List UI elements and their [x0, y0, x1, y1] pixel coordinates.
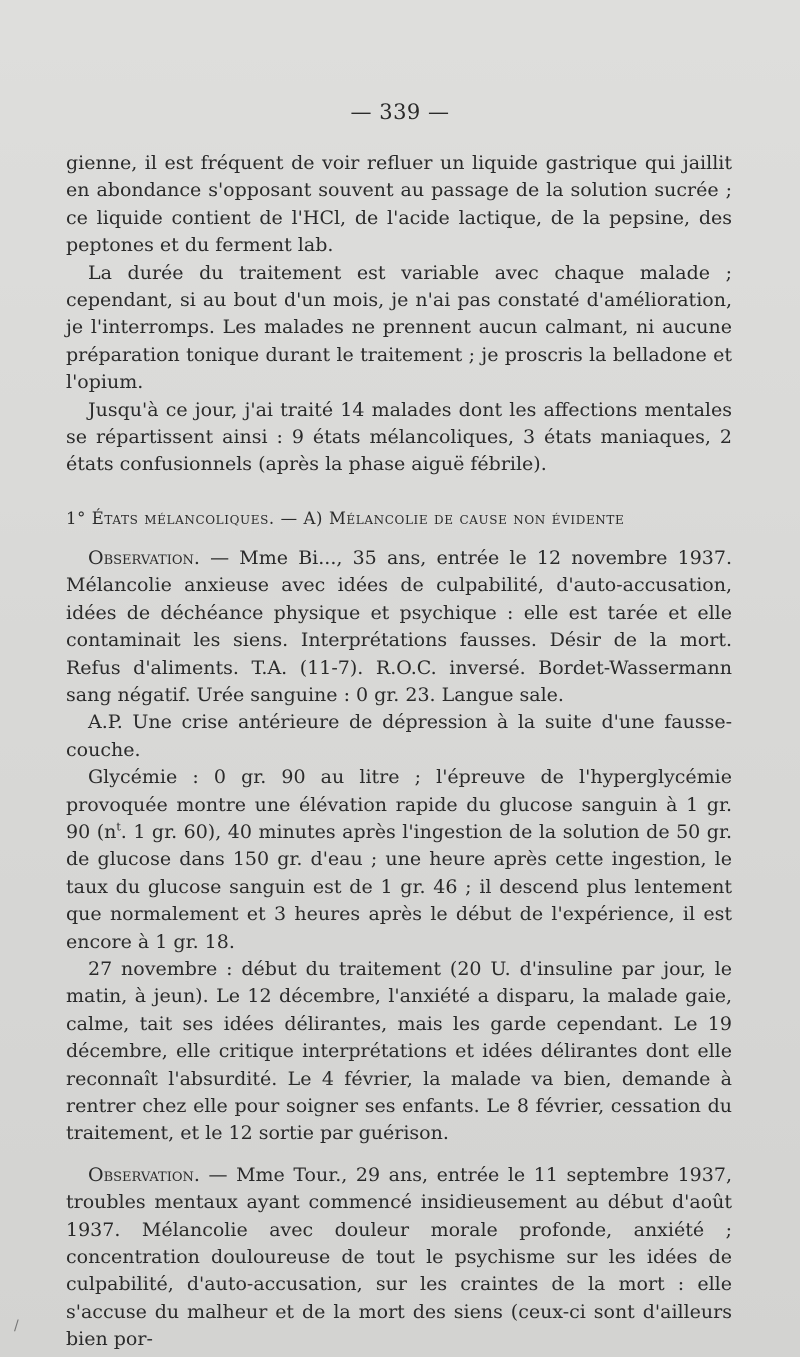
glycemie-superscript: t: [116, 820, 121, 834]
observation-2-text: — Mme Tour., 29 ans, entrée le 11 septembre 1937, troubles mentaux ayant commencé insidieusement au début d'août 1937. Mélancolie avec douleur morale profonde, anxiété ; concentration douloureuse de tout le psychisme sur les idées de culpabilité, d'auto-accusation, sur les craintes de la mort : elle s'accuse du malheur et de la mort des siens (ceux-ci sont d'ailleurs bien por-: [66, 1163, 732, 1351]
observation-1: [66, 545, 732, 709]
observation-1-evolution: 27 novembre : début du traitement (20 U. d'insuline par jour, le matin, à jeun). Le 12 décembre, l'anxiété a disparu, la malade gaie, calme, tait ses idées délirantes, mais les garde cependant. Le 19 décembre, elle critique interprétations et idées délirantes dont elle reconnaît l'absurdité. Le 4 février, la malade va bien, demande à rentrer chez elle pour soigner ses enfants. Le 8 février, cessation du traitement, et le 12 sortie par guérison.: [66, 957, 732, 1145]
observation-1-ap: A.P. Une crise antérieure de dépression à la suite d'une fausse-couche.: [66, 711, 732, 761]
paragraph-patients-count: Jusqu'à ce jour, j'ai traité 14 malades dont les affections mentales se répartissent ainsi : 9 états mélancoliques, 3 états maniaques, 2 états confusionnels (après la phase aiguë fébrile).: [66, 398, 732, 476]
glycemie-text-after: . 1 gr. 60), 40 minutes après l'ingestion de la solution de 50 gr. de glucose dans 150 gr. d'eau ; une heure après cette ingestion, le taux du glucose sanguin est de 1 gr. 46 ; il descend plus lentement que normalement et 3 heures après le début de l'expérience, il est encore à 1 gr. 18.: [66, 820, 732, 953]
paragraph-treatment-duration: La durée du traitement est variable avec chaque malade ; cependant, si au bout d'un mois, je n'ai pas constaté d'amélioration, je l'interromps. Les malades ne prennent aucun calmant, ni aucune préparation tonique durant le traitement ; je proscris la belladone et l'opium.: [66, 261, 732, 394]
page-number: — 339 —: [350, 100, 450, 124]
section-heading: 1° États mélancoliques. — A) Mélancolie de cause non évidente: [66, 508, 625, 528]
paragraph-continuation: gienne, il est fréquent de voir refluer un liquide gastrique qui jaillit en abondance s'opposant souvent au passage de la solution sucrée ; ce liquide contient de l'HCl, de l'acide lactique, de la pepsine, des peptones et du ferment lab.: [66, 152, 732, 257]
observation-2: [66, 1162, 732, 1354]
page-body: [66, 150, 732, 1354]
observation-1-text: — Mme Bi..., 35 ans, entrée le 12 novembre 1937. Mélancolie anxieuse avec idées de culpabilité, d'auto-accusation, idées de déchéance physique et psychique : elle est tarée et elle contaminait les siens. Interprétations fausses. Désir de la mort. Refus d'aliments. T.A. (11-7). R.O.C. inversé. Bordet-Wassermann sang négatif. Urée sanguine : 0 gr. 23. Langue sale.: [66, 546, 732, 706]
margin-mark: /: [14, 1318, 19, 1334]
glycemie-text-before: Glycémie : 0 gr. 90 au litre ; l'épreuve de l'hyperglycémie provoquée montre une élévation rapide du glucose sanguin à 1 gr. 90 (n: [66, 766, 732, 843]
observation-1-glycemie: [66, 764, 732, 956]
observation-1-label: Observation.: [88, 546, 200, 569]
observation-2-label: Observation.: [88, 1163, 200, 1186]
